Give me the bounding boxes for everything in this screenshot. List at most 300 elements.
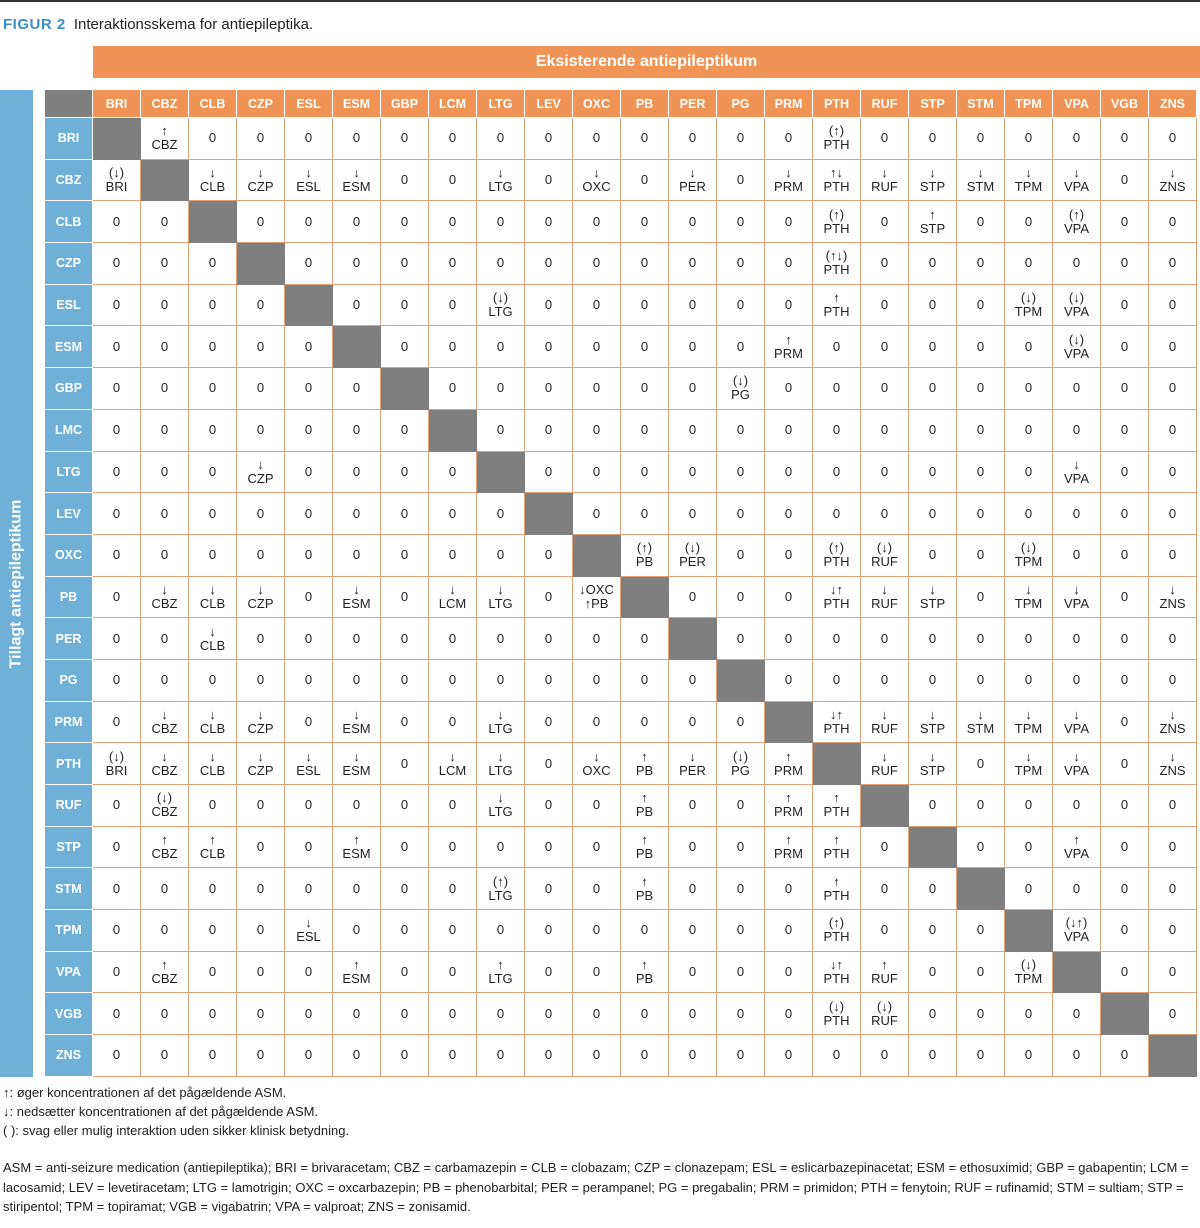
figure-title	[3, 16, 313, 33]
interaction-cell	[813, 827, 861, 869]
interaction-cell: 0	[333, 785, 381, 827]
interaction-cell: 0	[429, 868, 477, 910]
interaction-cell: 0	[1149, 410, 1197, 452]
interaction-cell	[1053, 201, 1101, 243]
interaction-cell: 0	[1101, 493, 1149, 535]
interaction-cell: 0	[573, 243, 621, 285]
diagonal-cell	[477, 452, 525, 494]
interaction-effect: ↓	[881, 748, 888, 764]
interaction-drug: PB	[635, 846, 654, 862]
interaction-cell: 0	[1101, 618, 1149, 660]
interaction-cell	[909, 702, 957, 744]
interaction-cell	[813, 910, 861, 952]
interaction-cell: 0	[525, 1035, 573, 1077]
interaction-cell: 0	[669, 326, 717, 368]
interaction-cell: 0	[285, 326, 333, 368]
interaction-cell: 0	[525, 452, 573, 494]
interaction-cell: 0	[909, 326, 957, 368]
row-header: CZP	[45, 243, 93, 285]
interaction-effect: ↑	[161, 832, 168, 848]
interaction-effect: (↓)	[1020, 957, 1037, 973]
interaction-drug: CZP	[247, 470, 274, 486]
interaction-cell: 0	[765, 493, 813, 535]
interaction-cell: 0	[909, 285, 957, 327]
interaction-cell	[621, 952, 669, 994]
interaction-drug: OXC	[582, 762, 611, 778]
interaction-cell	[333, 577, 381, 619]
interaction-cell: 0	[429, 660, 477, 702]
interaction-cell: 0	[93, 660, 141, 702]
interaction-drug: OXC	[582, 179, 611, 195]
interaction-cell: 0	[813, 410, 861, 452]
interaction-effect: ↓	[1169, 581, 1176, 597]
interaction-cell: 0	[861, 368, 909, 410]
interaction-cell: 0	[525, 827, 573, 869]
interaction-cell	[621, 868, 669, 910]
interaction-effect: ↓	[689, 748, 696, 764]
column-header: GBP	[381, 90, 429, 118]
interaction-cell: 0	[93, 452, 141, 494]
interaction-effect: ↓	[1025, 581, 1032, 597]
interaction-drug: LTG	[488, 804, 513, 820]
interaction-cell: 0	[573, 952, 621, 994]
column-header: VPA	[1053, 90, 1101, 118]
interaction-drug: PTH	[823, 929, 850, 945]
interaction-cell: 0	[429, 785, 477, 827]
interaction-cell	[813, 118, 861, 160]
interaction-cell: 0	[189, 368, 237, 410]
interaction-cell: 0	[381, 827, 429, 869]
interaction-cell: 0	[477, 535, 525, 577]
interaction-cell: 0	[333, 452, 381, 494]
interaction-cell: 0	[141, 493, 189, 535]
row-header: CLB	[45, 201, 93, 243]
interaction-cell: 0	[1149, 493, 1197, 535]
interaction-cell: 0	[333, 660, 381, 702]
interaction-cell	[477, 577, 525, 619]
interaction-cell: 0	[285, 201, 333, 243]
interaction-cell: 0	[717, 326, 765, 368]
interaction-cell: 0	[429, 201, 477, 243]
figure-caption: Interaktionsskema for antiepileptika.	[73, 16, 314, 33]
figure-label: FIGUR 2	[3, 16, 66, 33]
interaction-cell: 0	[1053, 993, 1101, 1035]
interaction-cell: 0	[93, 827, 141, 869]
interaction-cell: 0	[765, 410, 813, 452]
interaction-cell	[1005, 952, 1053, 994]
interaction-cell: 0	[765, 618, 813, 660]
interaction-cell: 0	[861, 285, 909, 327]
interaction-effect: ↓	[977, 165, 984, 181]
interaction-cell: 0	[237, 618, 285, 660]
interaction-cell	[861, 160, 909, 202]
interaction-drug: LTG	[488, 595, 513, 611]
interaction-cell: 0	[1053, 618, 1101, 660]
interaction-cell	[141, 577, 189, 619]
interaction-drug: BRI	[105, 762, 128, 778]
interaction-cell: 0	[189, 285, 237, 327]
interaction-cell: 0	[1149, 118, 1197, 160]
interaction-cell: 0	[1101, 952, 1149, 994]
interaction-effect: ↓	[1073, 748, 1080, 764]
interaction-cell: 0	[573, 118, 621, 160]
interaction-drug: RUF	[871, 179, 898, 195]
interaction-drug: ZNS	[1159, 595, 1186, 611]
interaction-drug: VPA	[1063, 929, 1090, 945]
interaction-cell	[333, 952, 381, 994]
interaction-cell	[813, 160, 861, 202]
interaction-drug: VPA	[1063, 846, 1090, 862]
interaction-cell: 0	[765, 535, 813, 577]
interaction-cell: 0	[381, 1035, 429, 1077]
interaction-cell: 0	[669, 577, 717, 619]
interaction-cell: 0	[525, 952, 573, 994]
interaction-cell	[429, 743, 477, 785]
interaction-drug: LTG	[488, 971, 513, 987]
interaction-cell: 0	[333, 993, 381, 1035]
interaction-effect: ↓	[1025, 748, 1032, 764]
interaction-cell: 0	[189, 243, 237, 285]
interaction-cell: 0	[669, 993, 717, 1035]
interaction-drug: CBZ	[151, 846, 178, 862]
interaction-cell: 0	[861, 326, 909, 368]
interaction-cell: 0	[237, 410, 285, 452]
interaction-cell: 0	[1149, 285, 1197, 327]
diagonal-cell	[189, 201, 237, 243]
interaction-cell: 0	[381, 702, 429, 744]
interaction-effect: ↑	[641, 957, 648, 973]
interaction-cell: 0	[621, 660, 669, 702]
interaction-cell: 0	[813, 1035, 861, 1077]
diagonal-cell	[765, 702, 813, 744]
interaction-cell: 0	[669, 702, 717, 744]
interaction-cell	[717, 743, 765, 785]
interaction-cell	[333, 160, 381, 202]
interaction-drug: VPA	[1063, 220, 1090, 236]
interaction-drug: PTH	[823, 971, 850, 987]
interaction-cell	[957, 160, 1005, 202]
interaction-effect: ↑	[833, 290, 840, 306]
interaction-cell: 0	[381, 201, 429, 243]
interaction-drug: CLB	[199, 179, 226, 195]
interaction-effect: (↓)	[1068, 290, 1085, 306]
interaction-cell: 0	[1149, 326, 1197, 368]
interaction-drug: ESL	[296, 762, 321, 778]
interaction-cell: 0	[525, 743, 573, 785]
interaction-cell: 0	[93, 493, 141, 535]
interaction-cell: 0	[333, 1035, 381, 1077]
interaction-cell: 0	[813, 493, 861, 535]
interaction-effect: ↑	[785, 748, 792, 764]
interaction-cell: 0	[141, 452, 189, 494]
interaction-cell: 0	[333, 243, 381, 285]
interaction-cell	[333, 827, 381, 869]
interaction-cell: 0	[237, 201, 285, 243]
interaction-effect: ↓	[305, 165, 312, 181]
interaction-cell: 0	[141, 618, 189, 660]
interaction-effect: (↑)	[636, 540, 653, 556]
interaction-cell: 0	[669, 910, 717, 952]
interaction-cell: 0	[1101, 785, 1149, 827]
interaction-cell: 0	[1005, 326, 1053, 368]
column-header: CLB	[189, 90, 237, 118]
interaction-cell: 0	[573, 993, 621, 1035]
interaction-cell	[813, 868, 861, 910]
interaction-cell: 0	[1005, 201, 1053, 243]
interaction-cell: 0	[525, 243, 573, 285]
interaction-drug: LTG	[488, 887, 513, 903]
interaction-drug: TPM	[1014, 304, 1043, 320]
row-header: TPM	[45, 910, 93, 952]
interaction-cell	[477, 702, 525, 744]
interaction-cell: 0	[957, 452, 1005, 494]
interaction-cell: 0	[861, 618, 909, 660]
interaction-cell: 0	[141, 868, 189, 910]
interaction-drug: CLB	[199, 762, 226, 778]
interaction-cell: 0	[477, 326, 525, 368]
interaction-cell: 0	[1101, 160, 1149, 202]
interaction-cell: 0	[381, 243, 429, 285]
interaction-cell: 0	[93, 702, 141, 744]
interaction-effect: (↑)	[828, 206, 845, 222]
interaction-drug: CLB	[199, 846, 226, 862]
interaction-drug: ESM	[342, 971, 371, 987]
interaction-cell: 0	[1101, 910, 1149, 952]
interaction-drug: VPA	[1063, 470, 1090, 486]
interaction-effect: ↓	[353, 706, 360, 722]
diagonal-cell	[861, 785, 909, 827]
interaction-drug: VPA	[1063, 595, 1090, 611]
interaction-cell: 0	[237, 285, 285, 327]
interaction-cell: 0	[1005, 660, 1053, 702]
interaction-cell: 0	[717, 201, 765, 243]
interaction-cell: 0	[1149, 660, 1197, 702]
interaction-cell: 0	[669, 868, 717, 910]
interaction-cell: 0	[765, 993, 813, 1035]
interaction-drug: PB	[635, 804, 654, 820]
interaction-drug: ZNS	[1159, 762, 1186, 778]
interaction-effect: ↓	[209, 165, 216, 181]
interaction-effect: ↓	[593, 748, 600, 764]
interaction-cell: 0	[1101, 410, 1149, 452]
interaction-effect: (↓)	[732, 373, 749, 389]
interaction-effect: ↑	[209, 832, 216, 848]
interaction-cell: 0	[1101, 201, 1149, 243]
diagonal-cell	[669, 618, 717, 660]
interaction-cell	[333, 743, 381, 785]
interaction-effect: ↓	[881, 581, 888, 597]
interaction-cell	[1053, 743, 1101, 785]
interaction-cell: 0	[381, 660, 429, 702]
interaction-cell: 0	[1005, 827, 1053, 869]
interaction-cell: 0	[765, 201, 813, 243]
interaction-cell: 0	[717, 993, 765, 1035]
interaction-cell: 0	[957, 1035, 1005, 1077]
interaction-cell: 0	[717, 577, 765, 619]
interaction-cell: 0	[93, 618, 141, 660]
interaction-cell: 0	[765, 660, 813, 702]
interaction-cell: 0	[141, 993, 189, 1035]
interaction-cell: 0	[669, 452, 717, 494]
row-header: LTG	[45, 452, 93, 494]
legend	[3, 1083, 349, 1140]
interaction-cell	[861, 702, 909, 744]
interaction-cell: 0	[669, 368, 717, 410]
interaction-cell: 0	[189, 535, 237, 577]
interaction-effect: ↓	[929, 706, 936, 722]
interaction-drug: PTH	[823, 846, 850, 862]
interaction-cell: 0	[765, 285, 813, 327]
interaction-cell: 0	[1053, 535, 1101, 577]
interaction-cell: 0	[237, 868, 285, 910]
interaction-cell: 0	[237, 535, 285, 577]
interaction-cell: 0	[909, 993, 957, 1035]
interaction-cell	[141, 118, 189, 160]
interaction-cell: 0	[525, 201, 573, 243]
interaction-effect: ↑	[161, 957, 168, 973]
interaction-cell: 0	[429, 952, 477, 994]
interaction-cell: 0	[909, 785, 957, 827]
interaction-cell	[1005, 577, 1053, 619]
interaction-cell: 0	[957, 201, 1005, 243]
interaction-cell: 0	[1005, 868, 1053, 910]
interaction-cell: 0	[573, 660, 621, 702]
interaction-cell: 0	[477, 243, 525, 285]
interaction-cell: 0	[861, 660, 909, 702]
interaction-cell: 0	[861, 868, 909, 910]
interaction-effect: ↑	[881, 957, 888, 973]
interaction-cell: 0	[381, 993, 429, 1035]
interaction-effect: ↑	[497, 957, 504, 973]
interaction-effect: (↓)	[876, 998, 893, 1014]
interaction-cell	[141, 743, 189, 785]
interaction-cell	[1005, 702, 1053, 744]
row-header: PB	[45, 577, 93, 619]
interaction-cell: 0	[957, 535, 1005, 577]
legend-weak: ( ): svag eller mulig interaktion uden sikker klinisk betydning.	[3, 1123, 350, 1138]
matrix-corner	[45, 90, 93, 118]
interaction-cell: 0	[141, 201, 189, 243]
interaction-cell: 0	[1005, 368, 1053, 410]
interaction-cell: 0	[717, 702, 765, 744]
interaction-effect: ↓	[497, 748, 504, 764]
interaction-cell: 0	[957, 618, 1005, 660]
interaction-effect: ↓	[305, 915, 312, 931]
interaction-cell: 0	[621, 452, 669, 494]
interaction-cell: 0	[93, 577, 141, 619]
interaction-drug: VPA	[1063, 179, 1090, 195]
row-header: VGB	[45, 993, 93, 1035]
interaction-drug: BRI	[105, 179, 128, 195]
interaction-cell: 0	[333, 201, 381, 243]
interaction-cell	[909, 577, 957, 619]
interaction-cell: 0	[1149, 201, 1197, 243]
row-header: STM	[45, 868, 93, 910]
interaction-cell: 0	[381, 743, 429, 785]
interaction-cell	[189, 702, 237, 744]
interaction-cell: 0	[93, 326, 141, 368]
interaction-cell: 0	[573, 827, 621, 869]
interaction-effect: ↓	[497, 165, 504, 181]
interaction-cell	[237, 160, 285, 202]
interaction-cell: 0	[477, 618, 525, 660]
column-header: CBZ	[141, 90, 189, 118]
interaction-drug: LTG	[488, 762, 513, 778]
interaction-cell: 0	[141, 660, 189, 702]
row-header: PG	[45, 660, 93, 702]
interaction-cell: 0	[93, 243, 141, 285]
interaction-cell: 0	[717, 118, 765, 160]
interaction-cell: 0	[957, 410, 1005, 452]
interaction-drug: LTG	[488, 179, 513, 195]
interaction-drug: PRM	[774, 762, 803, 778]
interaction-drug: PRM	[774, 345, 803, 361]
interaction-cell: 0	[285, 368, 333, 410]
interaction-cell: 0	[573, 493, 621, 535]
interaction-effect: (↓)	[108, 165, 125, 181]
interaction-effect: ↑	[641, 832, 648, 848]
interaction-cell	[141, 827, 189, 869]
interaction-cell: 0	[1005, 118, 1053, 160]
interaction-cell: 0	[429, 1035, 477, 1077]
interaction-cell	[189, 577, 237, 619]
diagonal-cell	[813, 743, 861, 785]
interaction-cell: 0	[429, 160, 477, 202]
interaction-cell: 0	[957, 577, 1005, 619]
interaction-cell: 0	[717, 493, 765, 535]
interaction-cell: 0	[573, 910, 621, 952]
interaction-effect: ↓	[257, 706, 264, 722]
column-header: ESM	[333, 90, 381, 118]
interaction-drug: VPA	[1063, 304, 1090, 320]
interaction-cell: 0	[1149, 952, 1197, 994]
interaction-cell: 0	[717, 243, 765, 285]
diagonal-cell	[573, 535, 621, 577]
column-header: ZNS	[1149, 90, 1197, 118]
interaction-effect: ↑	[161, 123, 168, 139]
interaction-drug: PTH	[823, 262, 850, 278]
interaction-effect: ↑	[353, 957, 360, 973]
interaction-effect: ↓↑	[830, 581, 843, 597]
interaction-cell	[765, 785, 813, 827]
interaction-drug: PTH	[823, 804, 850, 820]
interaction-cell: 0	[1101, 660, 1149, 702]
interaction-drug: CBZ	[151, 137, 178, 153]
interaction-cell: 0	[429, 493, 477, 535]
interaction-cell	[1053, 910, 1101, 952]
interaction-drug: ↑PB	[584, 595, 609, 611]
interaction-cell: 0	[573, 785, 621, 827]
interaction-cell: 0	[621, 910, 669, 952]
interaction-cell	[285, 910, 333, 952]
interaction-cell: 0	[909, 452, 957, 494]
interaction-effect: ↓	[449, 581, 456, 597]
diagonal-cell	[1053, 952, 1101, 994]
interaction-cell: 0	[717, 160, 765, 202]
interaction-effect: (↓)	[108, 748, 125, 764]
interaction-cell: 0	[525, 785, 573, 827]
interaction-cell	[669, 160, 717, 202]
interaction-cell: 0	[285, 493, 333, 535]
column-header: STM	[957, 90, 1005, 118]
interaction-cell: 0	[1149, 785, 1197, 827]
interaction-drug: STM	[966, 179, 995, 195]
interaction-cell: 0	[669, 243, 717, 285]
interaction-cell: 0	[1101, 702, 1149, 744]
interaction-cell	[237, 577, 285, 619]
interaction-cell: 0	[621, 702, 669, 744]
row-header: CBZ	[45, 160, 93, 202]
